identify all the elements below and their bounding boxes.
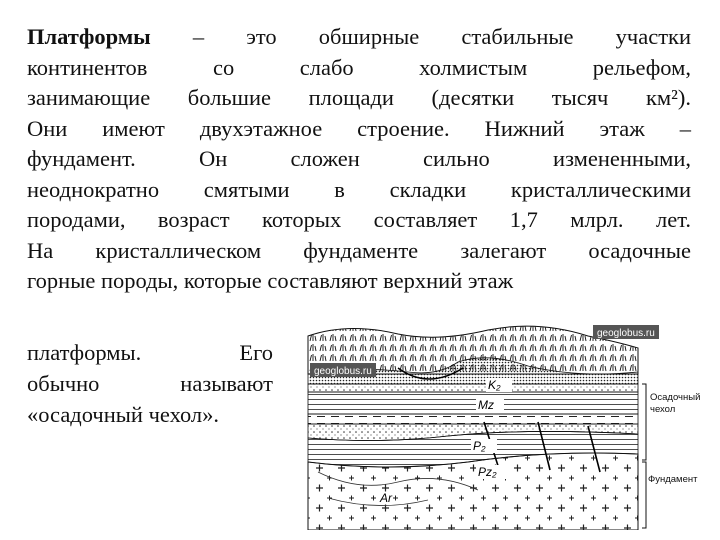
paragraph-line-4: Они имеют двухэтажное строение. Нижний этаж –: [27, 115, 691, 141]
watermark-top: geoglobus.ru: [597, 328, 655, 339]
paragraph-line-8: На кристаллическом фундаменте залегают осадочные: [27, 237, 691, 263]
paragraph-line-2: континентов со слабо холмистым рельефом,: [27, 54, 691, 80]
platform-cross-section-figure: [288, 322, 700, 530]
legend-cover-line2: чехол: [650, 404, 676, 415]
label-pz2: Pz₂: [478, 465, 497, 479]
paragraph-line-6: неоднократно смятыми в складки кристаллическими: [27, 176, 691, 202]
main-paragraph: [27, 22, 691, 297]
paragraph-line-9: горные породы, которые составляют верхний этаж: [27, 268, 514, 293]
cross-section-svg: [288, 322, 700, 530]
paragraph-line-5: фундамент. Он сложен сильно измененными,: [27, 146, 691, 171]
definition-text: – это обширные стабильные участки: [150, 24, 691, 49]
paragraph-line-1: [27, 22, 691, 53]
side-line-1: платформы. Его: [27, 340, 273, 365]
paragraph-line-7: породами, возраст которых составляет 1,7 млрл. лет.: [27, 207, 691, 232]
term-platforms: Платформы: [27, 24, 151, 49]
side-line-3: «осадочный чехол».: [27, 402, 220, 427]
legend-cover-line1: Осадочный: [650, 392, 700, 403]
side-line-2: обычно называют: [27, 371, 273, 396]
paragraph-line-3: занимающие большие площади (десятки тысяч км²).: [27, 85, 691, 110]
label-k2: K₂: [488, 378, 501, 392]
watermark-left: geoglobus.ru: [314, 366, 372, 377]
legend-basement: Фундамент: [648, 474, 698, 485]
side-paragraph: [27, 337, 273, 430]
legend: [642, 384, 700, 528]
label-ar: Ar: [380, 491, 392, 505]
label-p2: P₂: [473, 439, 486, 453]
label-mz: Mz: [478, 398, 494, 412]
